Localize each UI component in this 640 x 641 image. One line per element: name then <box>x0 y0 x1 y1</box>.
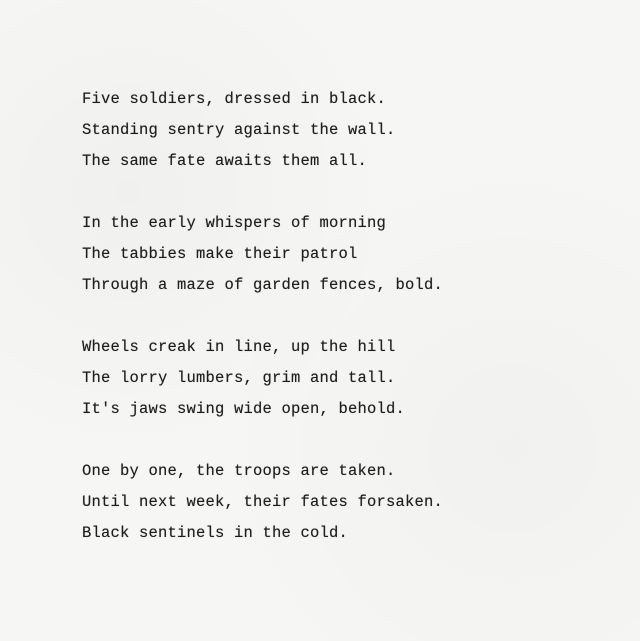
poem-line: One by one, the troops are taken. <box>82 462 396 480</box>
poem-line: The lorry lumbers, grim and tall. <box>82 369 396 387</box>
poem-line: Through a maze of garden fences, bold. <box>82 276 444 294</box>
poem-line: Wheels creak in line, up the hill <box>82 338 396 356</box>
stanza-2 <box>82 208 602 301</box>
stanza-3 <box>82 332 602 425</box>
poem-line: Five soldiers, dressed in black. <box>82 90 387 108</box>
poem-line: The tabbies make their patrol <box>82 245 358 263</box>
poem-line: It's jaws swing wide open, behold. <box>82 400 406 418</box>
stanza-1 <box>82 84 602 177</box>
poem-line: Black sentinels in the cold. <box>82 524 349 542</box>
poem-line: Standing sentry against the wall. <box>82 121 396 139</box>
poem-line: Until next week, their fates forsaken. <box>82 493 444 511</box>
poem-line: The same fate awaits them all. <box>82 152 368 170</box>
stanza-4 <box>82 456 602 549</box>
poem <box>82 84 602 580</box>
poem-line: In the early whispers of morning <box>82 214 387 232</box>
